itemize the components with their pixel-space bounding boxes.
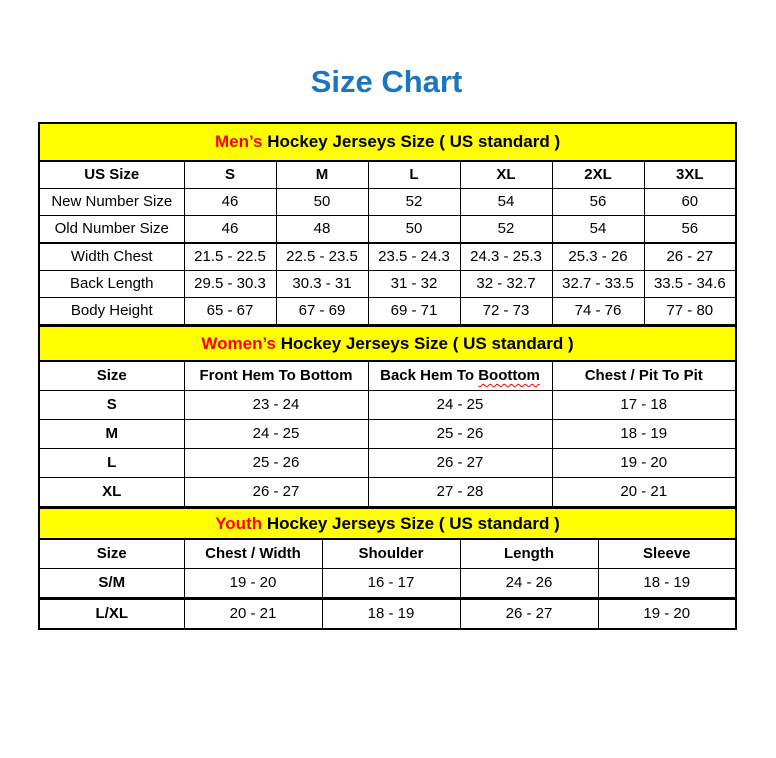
size-value-cell: 24 - 26 (460, 569, 598, 599)
size-value-cell: 50 (276, 189, 368, 216)
mens-col-header-us-size: US Size (39, 161, 184, 189)
size-value-cell: 50 (368, 216, 460, 244)
size-value-cell: 46 (184, 216, 276, 244)
size-value-cell: 25 - 26 (368, 420, 552, 449)
size-value-cell: 32.7 - 33.5 (552, 271, 644, 298)
size-value-cell: 29.5 - 30.3 (184, 271, 276, 298)
mens-col-header-2xl: 2XL (552, 161, 644, 189)
row-label: Back Length (39, 271, 184, 298)
size-value-cell: 52 (368, 189, 460, 216)
row-label: Old Number Size (39, 216, 184, 244)
youth-band-row (39, 509, 736, 540)
table-row (39, 449, 736, 478)
size-value-cell: 19 - 20 (552, 449, 736, 478)
size-value-cell: 26 - 27 (368, 449, 552, 478)
size-value-cell: 27 - 28 (368, 478, 552, 508)
size-value-cell: 17 - 18 (552, 391, 736, 420)
womens-band-highlight: Women’s (201, 333, 276, 353)
size-value-cell: 22.5 - 23.5 (276, 243, 368, 271)
size-tables-stack (38, 122, 735, 630)
table-row (39, 420, 736, 449)
size-chart-page (38, 66, 735, 630)
mens-band-text: Hockey Jerseys Size ( US standard ) (262, 132, 561, 151)
row-label: Width Chest (39, 243, 184, 271)
mens-col-header-l: L (368, 161, 460, 189)
mens-size-table (38, 122, 737, 326)
size-value-cell: 54 (552, 216, 644, 244)
mens-col-header-3xl: 3XL (644, 161, 736, 189)
size-value-cell: 56 (552, 189, 644, 216)
size-value-cell: 26 - 27 (460, 599, 598, 630)
table-row (39, 216, 736, 244)
size-value-cell: 25.3 - 26 (552, 243, 644, 271)
mens-band-row (39, 123, 736, 161)
table-row (39, 478, 736, 508)
womens-col-header-back-hem (368, 361, 552, 391)
size-value-cell: 23 - 24 (184, 391, 368, 420)
row-label: Body Height (39, 298, 184, 326)
mens-col-header-xl: XL (460, 161, 552, 189)
youth-col-header-length: Length (460, 539, 598, 569)
row-label: L/XL (39, 599, 184, 630)
size-value-cell: 26 - 27 (184, 478, 368, 508)
size-value-cell: 77 - 80 (644, 298, 736, 326)
size-value-cell: 21.5 - 22.5 (184, 243, 276, 271)
size-value-cell: 18 - 19 (598, 569, 736, 599)
size-value-cell: 74 - 76 (552, 298, 644, 326)
row-label: L (39, 449, 184, 478)
page-title: Size Chart (310, 64, 463, 99)
size-value-cell: 32 - 32.7 (460, 271, 552, 298)
table-row (39, 599, 736, 630)
womens-size-table (38, 326, 737, 508)
table-row (39, 298, 736, 326)
table-row (39, 271, 736, 298)
youth-band-highlight: Youth (215, 513, 263, 533)
row-label: XL (39, 478, 184, 508)
womens-col-header-size: Size (39, 361, 184, 391)
size-value-cell: 46 (184, 189, 276, 216)
womens-header-row (39, 361, 736, 391)
mens-header-row (39, 161, 736, 189)
size-value-cell: 18 - 19 (322, 599, 460, 630)
table-row (39, 243, 736, 271)
womens-col-header-front-hem: Front Hem To Bottom (184, 361, 368, 391)
size-value-cell: 24 - 25 (184, 420, 368, 449)
size-value-cell: 26 - 27 (644, 243, 736, 271)
size-value-cell: 31 - 32 (368, 271, 460, 298)
youth-header-row (39, 539, 736, 569)
size-value-cell: 20 - 21 (552, 478, 736, 508)
womens-band-text: Hockey Jerseys Size ( US standard ) (276, 333, 574, 353)
mens-band-highlight: Men’s (214, 132, 263, 151)
youth-col-header-chest: Chest / Width (184, 539, 322, 569)
row-label: M (39, 420, 184, 449)
youth-col-header-shoulder: Shoulder (322, 539, 460, 569)
womens-section-band (39, 327, 736, 362)
size-value-cell: 25 - 26 (184, 449, 368, 478)
mens-section-band (39, 123, 736, 161)
row-label: S (39, 391, 184, 420)
size-value-cell: 23.5 - 24.3 (368, 243, 460, 271)
size-value-cell: 19 - 20 (184, 569, 322, 599)
youth-col-header-sleeve: Sleeve (598, 539, 736, 569)
back-hem-misspelled-word: Boottom (478, 367, 540, 384)
size-value-cell: 48 (276, 216, 368, 244)
size-value-cell: 20 - 21 (184, 599, 322, 630)
size-value-cell: 24 - 25 (368, 391, 552, 420)
size-value-cell: 72 - 73 (460, 298, 552, 326)
table-row (39, 189, 736, 216)
youth-band-text: Hockey Jerseys Size ( US standard ) (262, 513, 560, 533)
table-row (39, 391, 736, 420)
row-label: S/M (39, 569, 184, 599)
size-value-cell: 16 - 17 (322, 569, 460, 599)
size-value-cell: 65 - 67 (184, 298, 276, 326)
size-value-cell: 56 (644, 216, 736, 244)
size-value-cell: 69 - 71 (368, 298, 460, 326)
size-value-cell: 33.5 - 34.6 (644, 271, 736, 298)
mens-col-header-s: S (184, 161, 276, 189)
table-row (39, 569, 736, 599)
mens-col-header-m: M (276, 161, 368, 189)
size-value-cell: 24.3 - 25.3 (460, 243, 552, 271)
row-label: New Number Size (39, 189, 184, 216)
size-value-cell: 52 (460, 216, 552, 244)
womens-col-header-chest: Chest / Pit To Pit (552, 361, 736, 391)
size-value-cell: 67 - 69 (276, 298, 368, 326)
youth-section-band (39, 509, 736, 540)
size-value-cell: 19 - 20 (598, 599, 736, 630)
youth-col-header-size: Size (39, 539, 184, 569)
back-hem-label-prefix: Back Hem To (380, 367, 479, 384)
womens-band-row (39, 327, 736, 362)
size-value-cell: 18 - 19 (552, 420, 736, 449)
size-value-cell: 30.3 - 31 (276, 271, 368, 298)
size-value-cell: 60 (644, 189, 736, 216)
youth-size-table (38, 508, 737, 630)
size-value-cell: 54 (460, 189, 552, 216)
